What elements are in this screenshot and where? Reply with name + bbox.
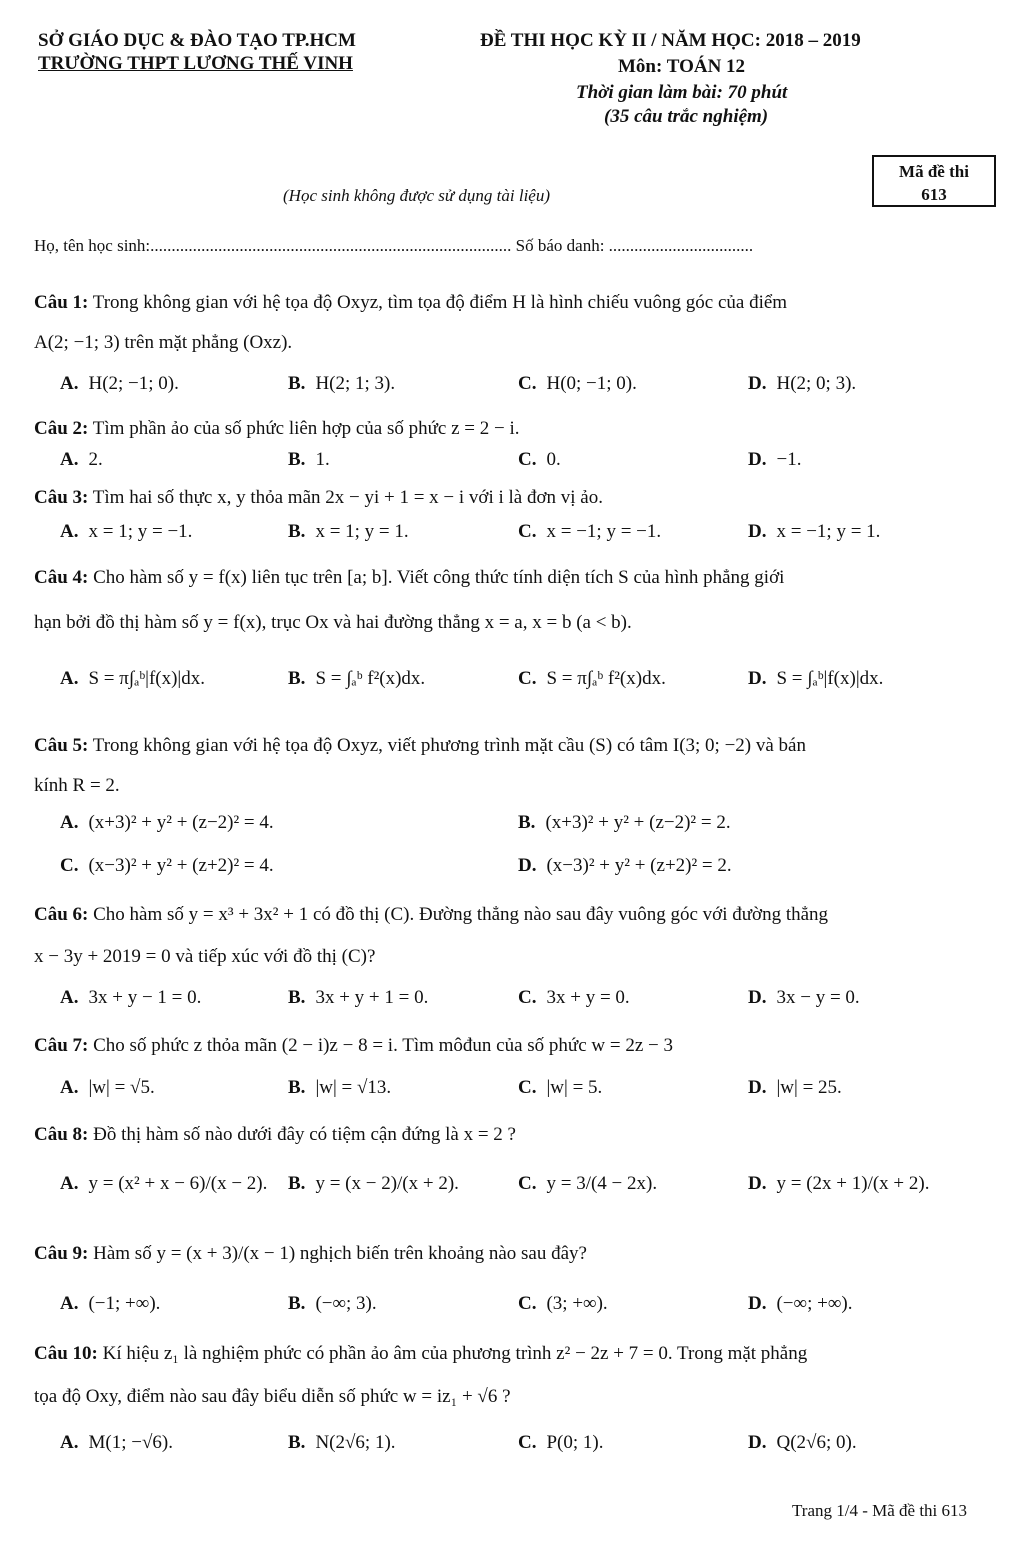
option-letter: C.: [518, 373, 537, 394]
option-c: [518, 1173, 657, 1195]
option-letter: B.: [288, 521, 306, 542]
question-text: Kí hiệu z₁ là nghiệm phức có phần ảo âm của phương trình z² − 2z + 7 = 0. Trong mặt phẳng: [102, 1343, 808, 1364]
question-label: Câu 5:: [34, 735, 89, 756]
option-c: [518, 1293, 608, 1315]
option-text: P(0; 1).: [546, 1432, 604, 1453]
question-text-cont: kính R = 2.: [34, 775, 120, 796]
option-text: y = 3/(4 − 2x).: [546, 1173, 658, 1194]
option-text: Q(2√6; 0).: [776, 1432, 857, 1453]
question-7: [34, 1035, 673, 1057]
option-b: [288, 1293, 377, 1315]
question-text-cont: hạn bởi đồ thị hàm số y = f(x), trục Ox và hai đường thẳng x = a, x = b (a < b).: [34, 612, 632, 633]
question-2: [34, 418, 520, 440]
exam-title: ĐỀ THI HỌC KỲ II / NĂM HỌC: 2018 – 2019: [480, 30, 861, 51]
option-text: |w| = 25.: [776, 1077, 842, 1098]
option-a: [60, 373, 179, 395]
option-letter: C.: [518, 987, 537, 1008]
question-8: [34, 1124, 516, 1146]
option-a: [60, 1432, 173, 1454]
option-letter: B.: [288, 1293, 306, 1314]
option-text: S = ∫ₐᵇ f²(x)dx.: [315, 668, 426, 689]
option-c: [518, 521, 661, 543]
option-letter: A.: [60, 987, 79, 1008]
option-letter: C.: [518, 1173, 537, 1194]
option-text: 3x + y = 0.: [546, 987, 630, 1008]
question-text-cont: A(2; −1; 3) trên mặt phẳng (Oxz).: [34, 332, 293, 353]
option-letter: A.: [60, 449, 79, 470]
question-text: Cho số phức z thỏa mãn (2 − i)z − 8 = i. Tìm môđun của số phức w = 2z − 3: [93, 1035, 673, 1056]
option-text: |w| = √5.: [88, 1077, 155, 1098]
question-label: Câu 2:: [34, 418, 89, 439]
option-text: (3; +∞).: [546, 1293, 608, 1314]
option-letter: C.: [60, 855, 79, 876]
option-letter: D.: [748, 1077, 767, 1098]
option-text: H(0; −1; 0).: [546, 373, 637, 394]
option-text: (−∞; 3).: [315, 1293, 377, 1314]
option-text: 3x − y = 0.: [776, 987, 860, 1008]
question-text: Hàm số y = (x + 3)/(x − 1) nghịch biến trên khoảng nào sau đây?: [93, 1243, 587, 1264]
option-a: [60, 668, 205, 690]
question-text: Cho hàm số y = x³ + 3x² + 1 có đồ thị (C). Đường thẳng nào sau đây vuông góc với đường thẳng: [93, 904, 829, 925]
option-a: [60, 521, 192, 543]
option-a: [60, 1077, 155, 1099]
option-d: [748, 668, 883, 690]
option-letter: A.: [60, 1293, 79, 1314]
option-d: [748, 1173, 929, 1195]
question-4: [34, 567, 784, 589]
option-text: (x−3)² + y² + (z+2)² = 4.: [88, 855, 274, 876]
option-text: 0.: [546, 449, 561, 470]
materials-note: (Học sinh không được sử dụng tài liệu): [283, 186, 550, 205]
option-letter: C.: [518, 521, 537, 542]
exam-time: Thời gian làm bài: 70 phút: [576, 82, 788, 103]
option-b: [288, 449, 330, 471]
option-letter: D.: [748, 668, 767, 689]
option-letter: A.: [60, 668, 79, 689]
question-text: Đồ thị hàm số nào dưới đây có tiệm cận đứng là x = 2 ?: [93, 1124, 516, 1145]
option-a: [60, 812, 274, 834]
option-letter: A.: [60, 812, 79, 833]
option-text: 1.: [315, 449, 330, 470]
option-letter: D.: [748, 987, 767, 1008]
option-letter: C.: [518, 1293, 537, 1314]
option-text: (x−3)² + y² + (z+2)² = 2.: [546, 855, 732, 876]
option-b: [288, 1173, 459, 1195]
option-d: [518, 855, 732, 877]
student-info-line: Họ, tên học sinh:..................................................................................... Số báo danh: ..................................: [34, 236, 754, 255]
option-letter: A.: [60, 1432, 79, 1453]
option-letter: D.: [748, 1293, 767, 1314]
option-letter: B.: [288, 449, 306, 470]
option-text: x = 1; y = −1.: [88, 521, 193, 542]
option-letter: A.: [60, 1173, 79, 1194]
option-letter: B.: [288, 1077, 306, 1098]
question-5: [34, 735, 806, 757]
option-letter: D.: [518, 855, 537, 876]
option-letter: D.: [748, 373, 767, 394]
option-letter: A.: [60, 521, 79, 542]
option-text: y = (x² + x − 6)/(x − 2).: [88, 1173, 268, 1194]
option-c: [60, 855, 274, 877]
option-letter: C.: [518, 449, 537, 470]
option-letter: B.: [288, 373, 306, 394]
option-b: [288, 373, 395, 395]
option-letter: D.: [748, 449, 767, 470]
exam-code: 613: [921, 185, 947, 204]
option-a: [60, 1293, 160, 1315]
option-text: 2.: [88, 449, 103, 470]
option-text: y = (x − 2)/(x + 2).: [315, 1173, 459, 1194]
option-letter: B.: [518, 812, 536, 833]
option-text: |w| = √13.: [315, 1077, 392, 1098]
question-label: Câu 1:: [34, 292, 89, 313]
option-b: [288, 987, 428, 1009]
option-letter: B.: [288, 987, 306, 1008]
option-text: H(2; −1; 0).: [88, 373, 179, 394]
question-label: Câu 8:: [34, 1124, 89, 1145]
option-b: [288, 1077, 391, 1099]
option-letter: C.: [518, 1432, 537, 1453]
option-b: [288, 521, 409, 543]
option-letter: B.: [288, 1432, 306, 1453]
question-label: Câu 10:: [34, 1343, 98, 1364]
option-d: [748, 521, 880, 543]
option-d: [748, 1077, 842, 1099]
option-b: [288, 668, 425, 690]
question-text: Cho hàm số y = f(x) liên tục trên [a; b]. Viết công thức tính diện tích S của hình phẳng giới: [93, 567, 785, 588]
option-text: (−1; +∞).: [88, 1293, 161, 1314]
option-c: [518, 1077, 602, 1099]
option-b: [288, 1432, 396, 1454]
question-text: Trong không gian với hệ tọa độ Oxyz, viết phương trình mặt cầu (S) có tâm I(3; 0; −2) và bán: [92, 735, 806, 756]
option-text: S = π∫ₐᵇ|f(x)|dx.: [88, 668, 205, 689]
question-text: Trong không gian với hệ tọa độ Oxyz, tìm tọa độ điểm H là hình chiếu vuông góc của điểm: [92, 292, 788, 313]
option-text: (x+3)² + y² + (z−2)² = 2.: [545, 812, 731, 833]
option-d: [748, 373, 856, 395]
option-text: 3x + y + 1 = 0.: [315, 987, 429, 1008]
option-text: M(1; −√6).: [88, 1432, 173, 1453]
option-letter: B.: [288, 1173, 306, 1194]
option-c: [518, 373, 637, 395]
option-letter: D.: [748, 1432, 767, 1453]
option-text: (−∞; +∞).: [776, 1293, 853, 1314]
option-c: [518, 449, 561, 471]
option-text: x = −1; y = −1.: [546, 521, 662, 542]
option-letter: B.: [288, 668, 306, 689]
exam-code-box: [872, 155, 996, 207]
option-text: x = 1; y = 1.: [315, 521, 409, 542]
question-label: Câu 9:: [34, 1243, 89, 1264]
option-letter: C.: [518, 668, 537, 689]
department-name: SỞ GIÁO DỤC & ĐÀO TẠO TP.HCM: [38, 30, 356, 51]
option-text: H(2; 1; 3).: [315, 373, 396, 394]
option-text: N(2√6; 1).: [315, 1432, 396, 1453]
option-text: H(2; 0; 3).: [776, 373, 857, 394]
school-name: TRƯỜNG THPT LƯƠNG THẾ VINH: [38, 53, 353, 74]
question-label: Câu 4:: [34, 567, 89, 588]
question-text-cont: x − 3y + 2019 = 0 và tiếp xúc với đồ thị (C)?: [34, 946, 376, 967]
option-text: x = −1; y = 1.: [776, 521, 881, 542]
question-count: (35 câu trắc nghiệm): [604, 106, 769, 127]
subject: Môn: TOÁN 12: [618, 56, 746, 77]
option-letter: D.: [748, 521, 767, 542]
option-letter: A.: [60, 1077, 79, 1098]
option-d: [748, 1432, 857, 1454]
option-a: [60, 1173, 267, 1195]
question-9: [34, 1243, 587, 1265]
question-label: Câu 6:: [34, 904, 89, 925]
question-label: Câu 3:: [34, 487, 89, 508]
option-text: S = π∫ₐᵇ f²(x)dx.: [546, 668, 666, 689]
question-text: Tìm phần ảo của số phức liên hợp của số phức z = 2 − i.: [92, 418, 520, 439]
question-3: [34, 487, 603, 509]
option-d: [748, 1293, 852, 1315]
option-text: S = ∫ₐᵇ|f(x)|dx.: [776, 668, 884, 689]
option-text: (x+3)² + y² + (z−2)² = 4.: [88, 812, 274, 833]
question-10: [34, 1343, 807, 1365]
option-b: [518, 812, 731, 834]
option-c: [518, 1432, 603, 1454]
option-text: y = (2x + 1)/(x + 2).: [776, 1173, 930, 1194]
question-6: [34, 904, 828, 926]
option-text: −1.: [776, 449, 802, 470]
option-a: [60, 987, 201, 1009]
option-letter: A.: [60, 373, 79, 394]
question-text: Tìm hai số thực x, y thỏa mãn 2x − yi + 1 = x − i với i là đơn vị ảo.: [92, 487, 603, 508]
exam-code-label: Mã đề thi: [899, 162, 969, 181]
question-text-cont: tọa độ Oxy, điểm nào sau đây biểu diễn số phức w = iz₁ + √6 ?: [34, 1386, 511, 1407]
option-text: 3x + y − 1 = 0.: [88, 987, 202, 1008]
question-label: Câu 7:: [34, 1035, 89, 1056]
question-1: [34, 292, 787, 314]
option-d: [748, 449, 801, 471]
option-d: [748, 987, 860, 1009]
option-c: [518, 668, 666, 690]
option-a: [60, 449, 103, 471]
option-c: [518, 987, 630, 1009]
option-letter: C.: [518, 1077, 537, 1098]
option-letter: D.: [748, 1173, 767, 1194]
page-footer: Trang 1/4 - Mã đề thi 613: [792, 1501, 968, 1520]
option-text: |w| = 5.: [546, 1077, 603, 1098]
